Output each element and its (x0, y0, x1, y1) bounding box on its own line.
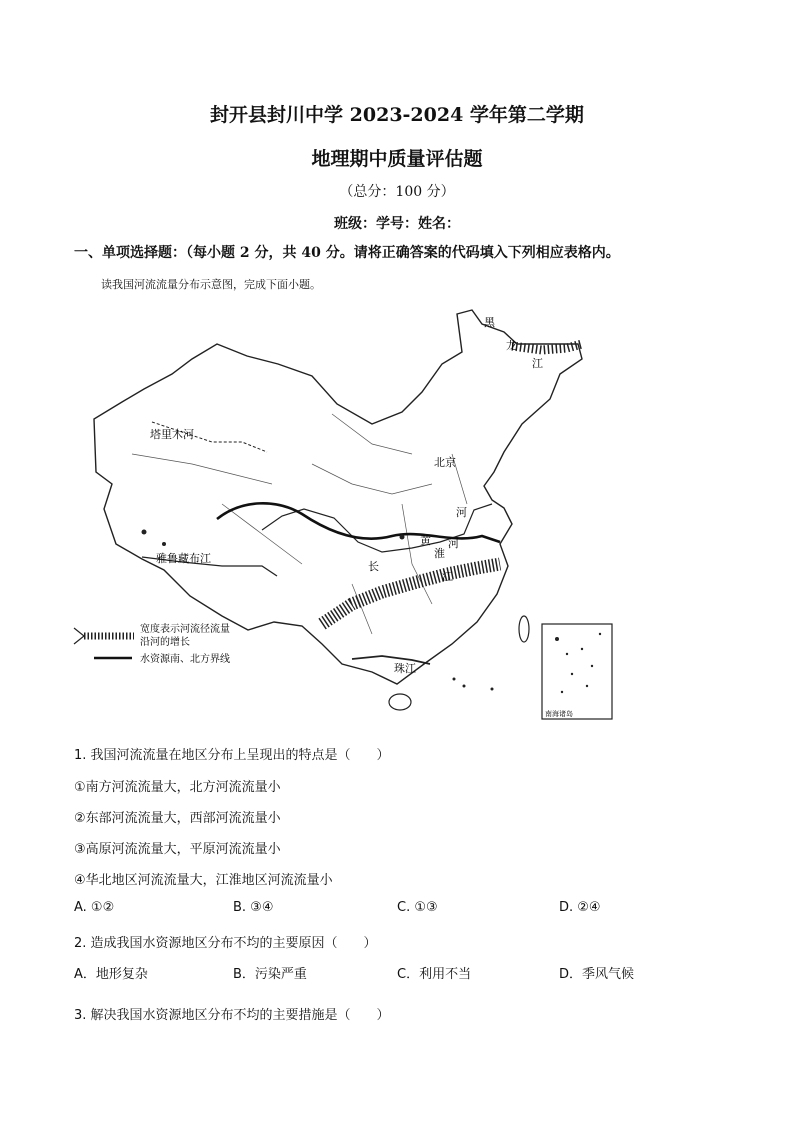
label-jiang-ne: 江 (532, 357, 543, 370)
label-yarlung: 雅鲁藏布江 (156, 552, 211, 565)
hainan-island (389, 694, 411, 710)
q1-option-c[interactable]: C. ①③ (397, 900, 438, 915)
q1-option-a[interactable]: A. ①② (74, 900, 115, 915)
legend-width-2: 沿河的增长 (140, 637, 190, 648)
legend-flow-symbol (74, 628, 84, 644)
student-info: 班级：学号：姓名： (334, 216, 460, 232)
label-hei: 黑 (484, 316, 495, 329)
label-chang: 长 (368, 560, 379, 573)
taiwan-island (519, 616, 529, 642)
q1-statement-4: ④华北地区河流流量大，江淮地区河流流量小 (74, 873, 333, 888)
q1-statement-2: ②东部河流流量大，西部河流流量小 (74, 811, 281, 826)
q1-option-d[interactable]: D. ②④ (559, 900, 601, 915)
label-huai: 淮 (434, 547, 445, 560)
china-river-flow-map (72, 304, 622, 724)
label-beijing: 北京 (434, 456, 456, 469)
label-he1: 河 (456, 506, 467, 519)
label-nanhai: 南海诸岛 (545, 710, 573, 718)
label-he2: 河 (448, 537, 459, 550)
inset-islands (555, 633, 601, 693)
pearl-river (352, 656, 430, 664)
label-long: 龙 (506, 339, 517, 352)
legend-boundary-text: 水资源南、北方界线 (140, 654, 230, 665)
yangtze-flow-band (322, 564, 500, 624)
heilongjiang-flow-band (512, 344, 582, 350)
q1-option-b[interactable]: B. ③④ (233, 900, 274, 915)
map-legend (74, 622, 230, 665)
label-jiang-yz: 江 (442, 570, 453, 583)
exam-subtitle: 地理期中质量评估题 (311, 148, 483, 170)
map-intro: 读我国河流流量分布示意图，完成下面小题。 (101, 278, 321, 291)
total-score: （总分：100 分） (339, 184, 455, 200)
south-china-sea-inset (542, 624, 612, 719)
section-heading: 一、单项选择题：（每小题 2 分，共 40 分。请将正确答案的代码填入下列相应表格内。 (74, 245, 620, 261)
question-2-stem: 2. 造成我国水资源地区分布不均的主要原因（ ） (74, 936, 377, 951)
exam-title: 封开县封川中学 2023-2024 学年第二学期 (210, 104, 584, 126)
label-zhujiang: 珠江 (394, 662, 416, 675)
question-3-stem: 3. 解决我国水资源地区分布不均的主要措施是（ ） (74, 1008, 390, 1023)
q1-statement-1: ①南方河流流量大，北方河流流量小 (74, 780, 281, 795)
question-1-stem: 1. 我国河流流量在地区分布上呈现出的特点是（ ） (74, 748, 390, 763)
q2-option-a[interactable]: A．地形复杂 (74, 967, 148, 982)
q2-option-b[interactable]: B．污染严重 (233, 967, 307, 982)
label-tarim: 塔里木河 (150, 428, 194, 441)
q2-option-d[interactable]: D．季风气候 (559, 967, 635, 982)
q2-option-c[interactable]: C．利用不当 (397, 967, 472, 982)
legend-width-1: 宽度表示河流径流量 (140, 624, 230, 635)
internal-boundaries (132, 414, 467, 634)
label-huang: 黄 (420, 534, 431, 547)
q1-statement-3: ③高原河流流量大，平原河流流量小 (74, 842, 281, 857)
